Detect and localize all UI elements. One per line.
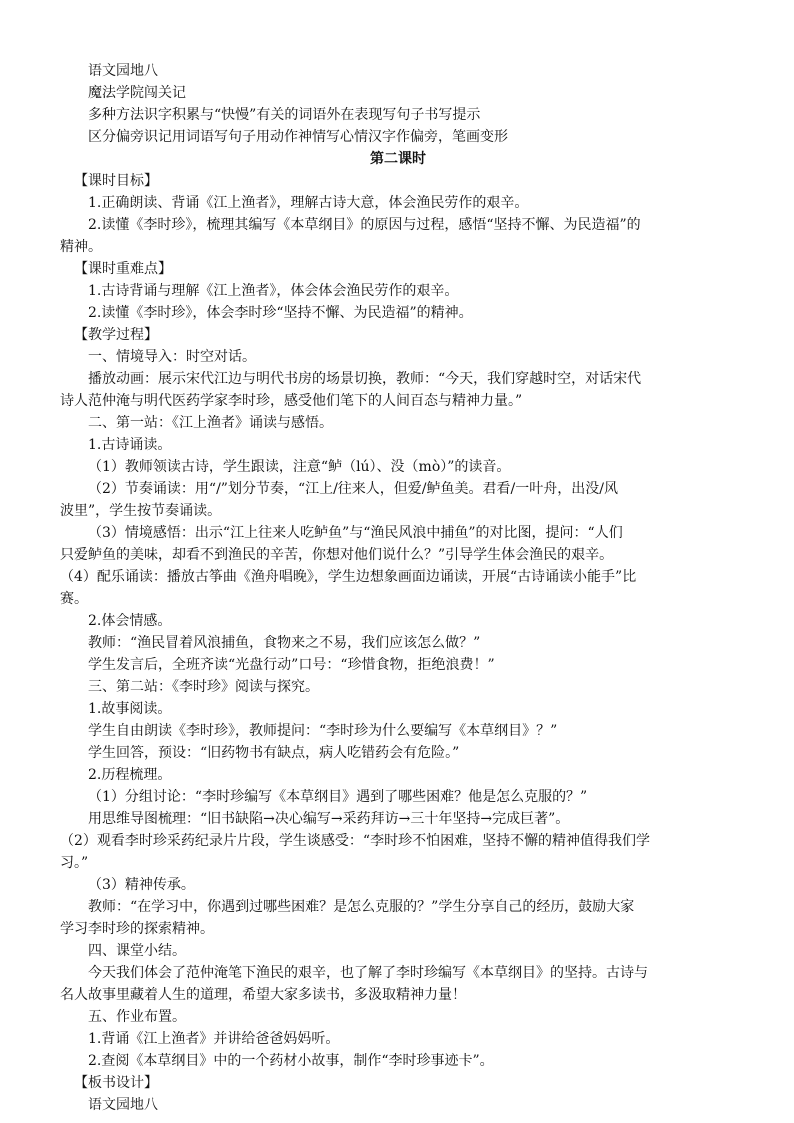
text-line: 1.背诵《江上渔者》并讲给爸爸妈妈听。 [88,1031,340,1047]
text-line: 三、第二站：《李时珍》阅读与探究。 [88,679,319,695]
text-line: 1.故事阅读。 [88,701,172,717]
text-line: 学习李时珍的探索精神。 [60,921,214,937]
text-line: 名人故事里藏着人生的道理，希望大家多读书，多汲取精神力量！ [60,987,466,1003]
text-line: 2.历程梳理。 [88,767,172,783]
text-line: 教师：“渔民冒着风浪捕鱼，食物来之不易，我们应该怎么做？” [88,635,481,651]
text-line: 学生发言后，全班齐读“光盘行动”口号：“珍惜食物，拒绝浪费！” [88,657,495,673]
text-line: 1.古诗诵读。 [88,437,172,453]
text-line: 2.查阅《本草纲目》中的一个药材小故事，制作“李时珍事迹卡”。 [88,1053,494,1069]
text-line: 1.正确朗读、背诵《江上渔者》，理解古诗大意，体会渔民劳作的艰辛。 [88,195,529,211]
text-line: 语文园地八 [88,63,158,79]
text-line: 语文园地八 [88,1097,158,1113]
text-line: 教师：“在学习中，你遇到过哪些困难？是怎么克服的？”学生分享自己的经历，鼓励大家 [88,899,635,915]
text-line: 一、情境导入：时空对话。 [88,349,256,365]
text-line: （1）分组讨论：“李时珍编写《本草纲目》遇到了哪些困难？他是怎么克服的？” [88,789,588,805]
text-line: 2.读懂《李时珍》，梳理其编写《本草纲目》的原因与过程，感悟“坚持不懈、为民造福”的 [88,217,641,233]
text-line: 习。” [60,855,89,871]
text-line: 学生回答，预设：“旧药物书有缺点，病人吃错药会有危险。” [88,745,460,761]
text-line: （1）教师领读古诗，学生跟读，注意“鲈（lú）、没（mò）”的读音。 [88,459,511,475]
text-line: 播放动画：展示宋代江边与明代书房的场景切换，教师：“今天，我们穿越时空，对话宋代 [88,371,642,387]
text-line: 2.读懂《李时珍》，体会李时珍“坚持不懈、为民造福”的精神。 [88,305,473,321]
section-heading: 第二课时 [370,151,426,167]
text-line: 五、作业布置。 [88,1009,186,1025]
text-line: 四、课堂小结。 [88,943,186,959]
text-line: 用思维导图梳理：“旧书缺陷→决心编写→采药拜访→三十年坚持→完成巨著”。 [88,811,570,827]
text-line: 【教学过程】 [74,327,158,343]
text-line: 【课时目标】 [74,173,158,189]
document-body [60,60,736,1116]
text-line: 区分偏旁识记用词语写句子用动作神情写心情汉字作偏旁，笔画变形 [88,129,508,145]
text-line: 学生自由朗读《李时珍》，教师提问：“李时珍为什么要编写《本草纲目》？” [88,723,558,739]
text-line: （4）配乐诵读：播放古筝曲《渔舟唱晚》，学生边想象画面边诵读，开展“古诗诵读小能手”比 [60,569,637,585]
text-line: 2.体会情感。 [88,613,172,629]
text-line: 【板书设计】 [74,1075,158,1091]
text-line: （3）情境感悟：出示“江上往来人吃鲈鱼”与“渔民风浪中捕鱼”的对比图，提问：“人们 [88,525,623,541]
text-line: 二、第一站：《江上渔者》诵读与感悟。 [88,415,333,431]
text-line: 多种方法识字积累与“快慢”有关的词语外在表现写句子书写提示 [88,107,481,123]
text-line: 只爱鲈鱼的美味，却看不到渔民的辛苦，你想对他们说什么？”引导学生体会渔民的艰辛。 [60,547,614,563]
text-line: 魔法学院闯关记 [88,85,186,101]
text-line: （3）精神传承。 [88,877,195,893]
text-line: 今天我们体会了范仲淹笔下渔民的艰辛，也了解了李时珍编写《本草纲目》的坚持。古诗与 [88,965,648,981]
text-line: 【课时重难点】 [74,261,172,277]
text-line: （2）观看李时珍采药纪录片片段，学生谈感受：“李时珍不怕困难，坚持不懈的精神值得我们学 [60,833,651,849]
text-line: 诗人范仲淹与明代医药学家李时珍，感受他们笔下的人间百态与精神力量。” [60,393,523,409]
text-line: 赛。 [60,591,88,607]
text-line: （2）节奏诵读：用“/”划分节奏，“江上/往来人，但爱/鲈鱼美。君看/一叶舟，出没/风 [88,481,618,497]
text-line: 精神。 [60,239,102,255]
text-line: 1.古诗背诵与理解《江上渔者》，体会体会渔民劳作的艰辛。 [88,283,459,299]
text-line: 波里”，学生按节奏诵读。 [60,503,222,519]
